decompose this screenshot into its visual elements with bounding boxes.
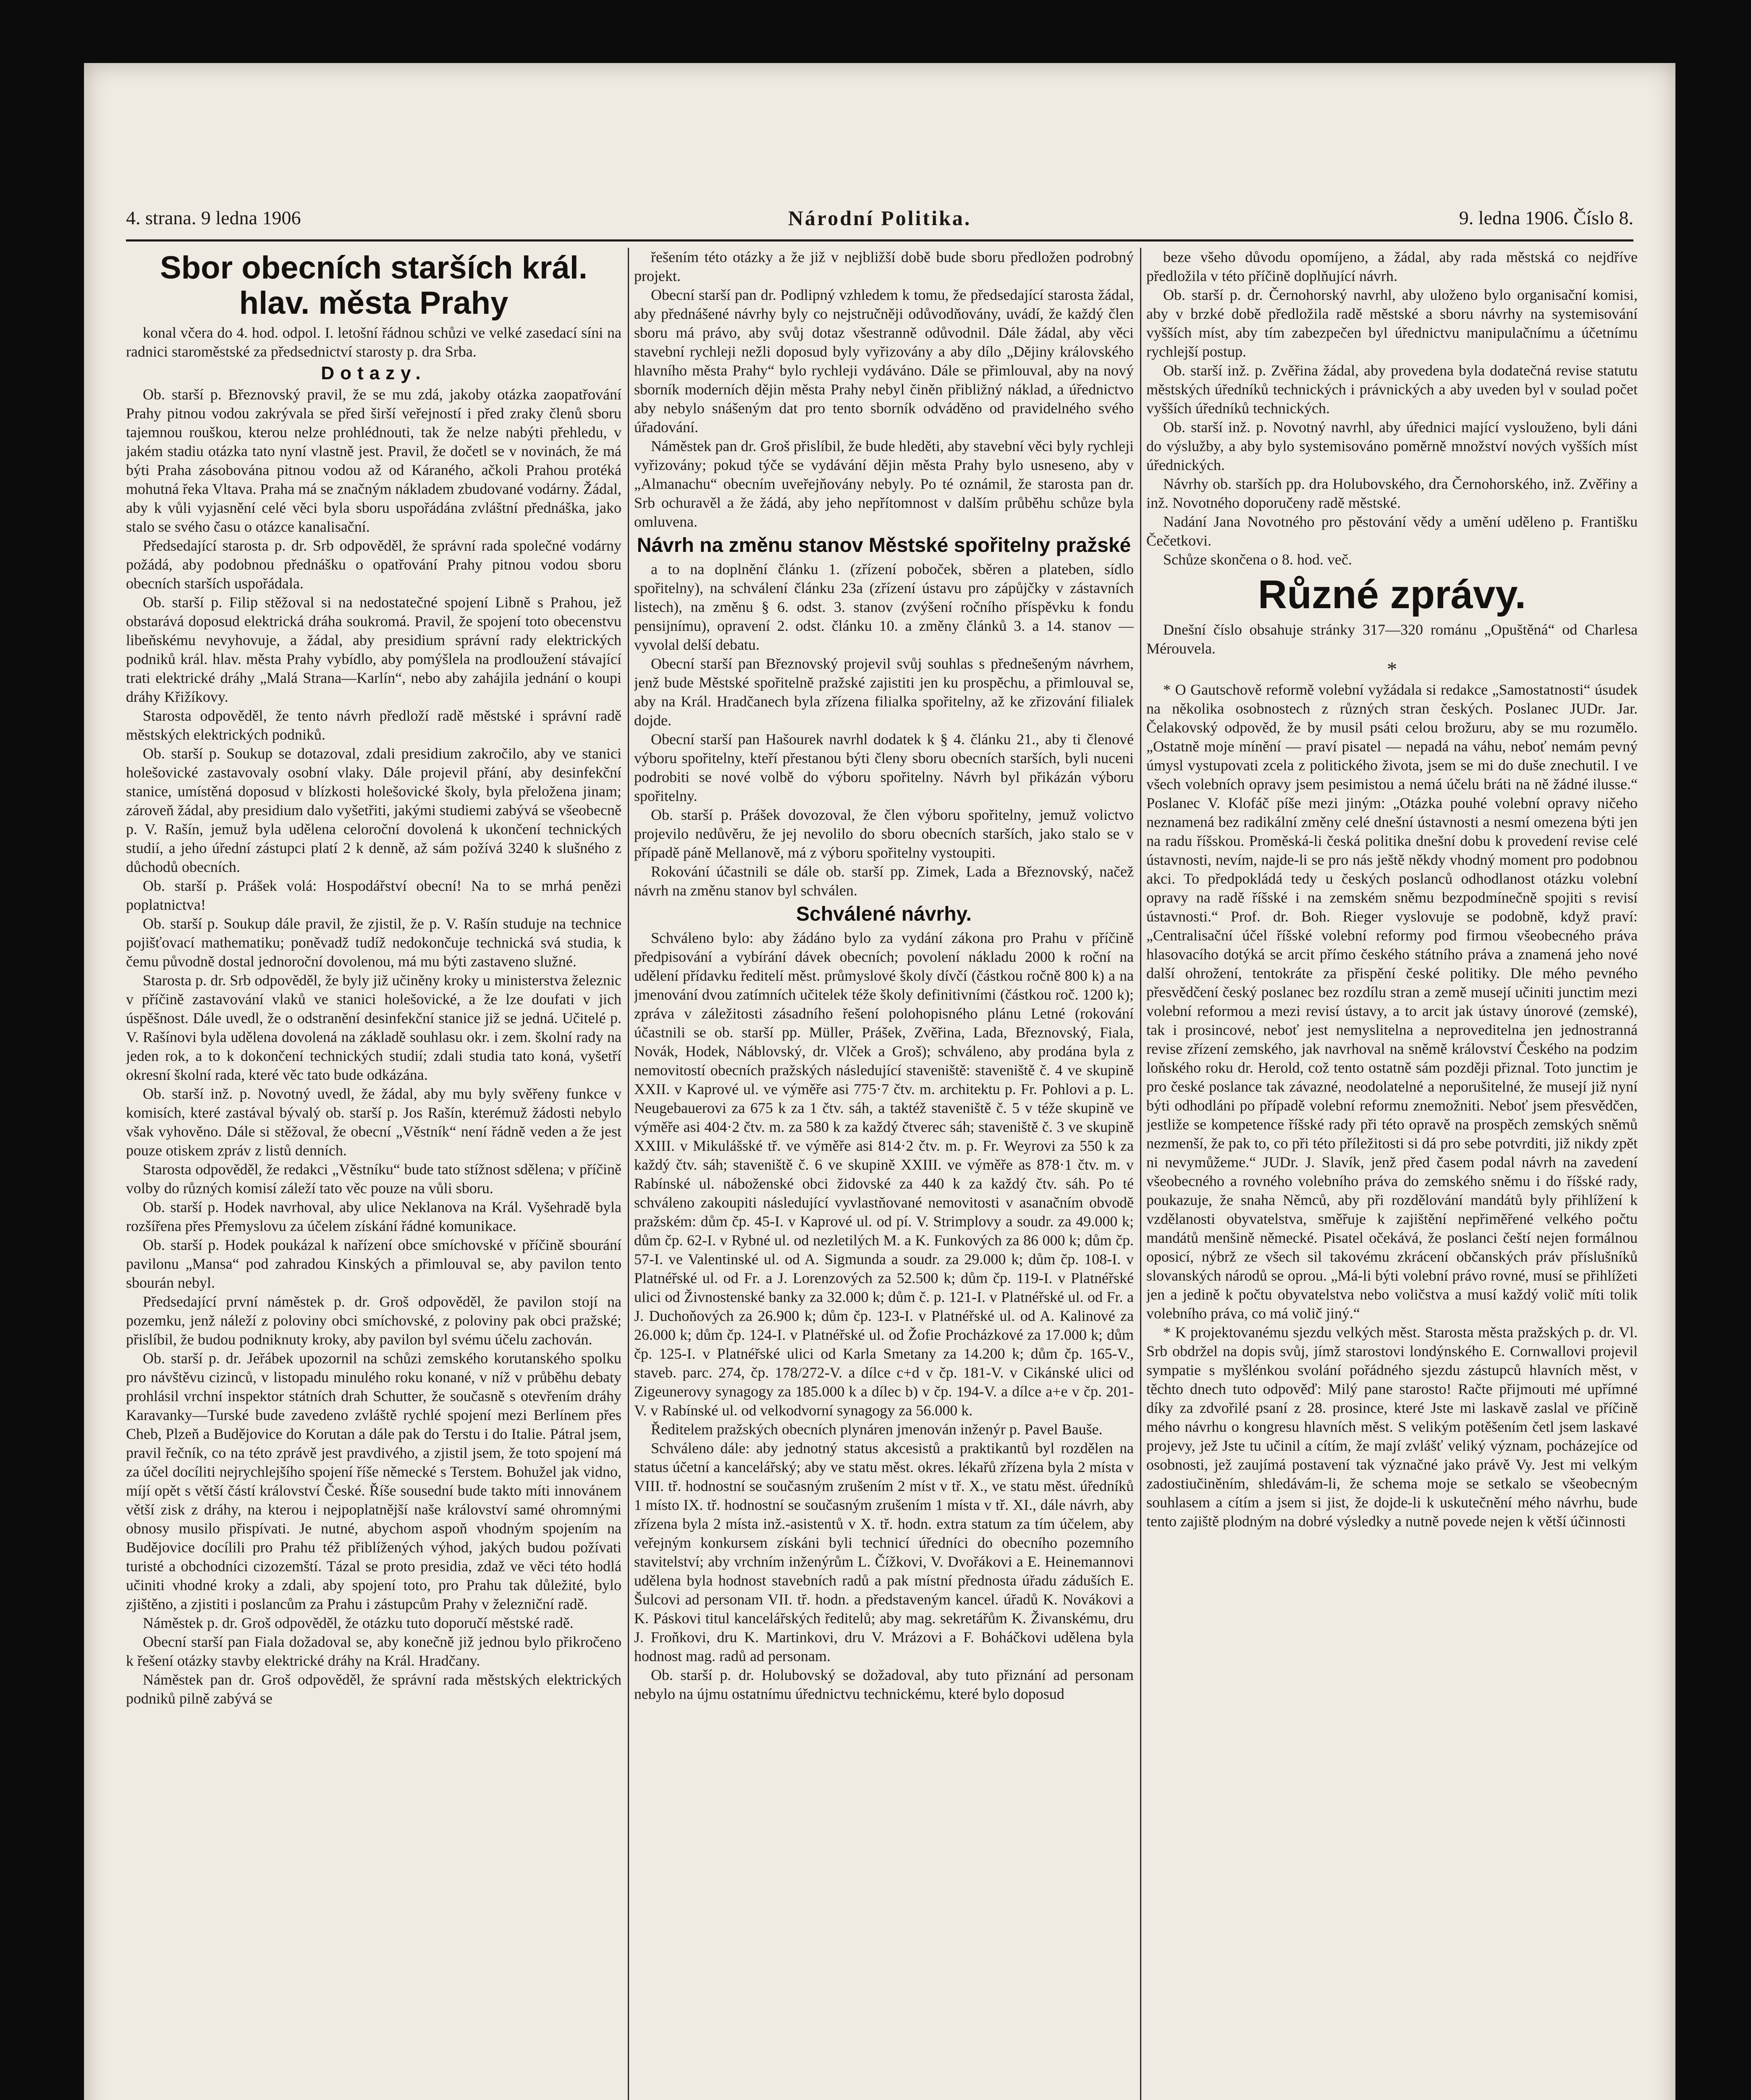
- newspaper-page: [84, 63, 1675, 2100]
- paragraph: * K projektovanému sjezdu velkých měst. Starosta města pražských p. dr. Vl. Srb obdržel na dopis svůj, jímž starostovi londýnského E. Cornwallovi projevil sympatie s myšlénkou svolání pořádného sjezdu zástupců hlavních měst, v těchto dnech tuto odpověď: Milý pane starosto! Račte přijmouti mé upřímné díky za zdvořilé psaní z 28. prosince, které Jste mi laskavě zaslal ve příčině mého návrhu o kongresu hlavních měst. S velikým potěšením četl jsem laskavé projevy, jež Jste tu učinil a cítím, že mají zvlášť veliký význam, pocházejíce od osobnosti, jež zaujímá postavení tak význačné jako právě Vy. Jest mi velkým zadostiučiněním, shledávám-li, že schema moje se setkalo se všeobecným souhlasem a cítím a jsem si jist, že dojde-li k uskutečnění mého návrhu, bude tento zajiště plodným na dobré výsledky a nutně povede nejen k větší účinnosti: [1146, 1324, 1638, 1530]
- section-heading-approved-proposals: Schválené návrhy.: [796, 903, 972, 925]
- paragraph: Ob. starší inž. p. Novotný navrhl, aby úřednici mající vyslouženo, byli dáni do výslužby, a aby bylo systemisováno poměrně množství nových vyšších míst úřednických.: [1146, 419, 1638, 473]
- paragraph: Starosta odpověděl, že tento návrh předloží radě městské i správní radě městských elektrických podniků.: [126, 707, 621, 743]
- column-divider: [628, 248, 629, 2100]
- paragraph: Obecní starší pan Březnovský projevil svůj souhlas s přednešeným návrhem, jenž bude Městské spořitelně pražské zajistiti jen ku prospěchu, a přimlouval se, aby na Král. Hradčanech byla zřízena filialka spořitelny, až ke zřizování filialek dojde.: [634, 655, 1134, 729]
- paragraph: Ob. starší p. Soukup dále pravil, že zjistil, že p. V. Rašín studuje na technice pojišťovací mathematiku; poněvadž tudíž nedokončuje technická svá studia, k čemu původně dostal jednoroční dovolenou, má mu býti zastaveno služné.: [126, 915, 621, 970]
- paragraph: Ob. starší p. Filip stěžoval si na nedostatečné spojení Libně s Prahou, jež obstarává doposud elektrická dráha soukromá. Pravil, že spojení toto obecenstvu libeňskému nevyhovuje, a žádal, aby presidium správní rady elektrických podniků král. hlav. města Prahy vybídlo, aby pomýšlela na prodloužení stávající trati elektrické dráhy „Malá Strana—Karlín“, nebo aby zahájila jednání o koupi dráhy Křižíkovy.: [126, 594, 621, 705]
- page-header: [126, 207, 1633, 236]
- paragraph: Náměstek p. dr. Groš odpověděl, že otázku tuto doporučí městské radě.: [143, 1614, 574, 1631]
- section-heading-queries: Dotazy.: [321, 363, 427, 383]
- column-divider: [1140, 248, 1141, 2100]
- paragraph: Schváleno dále: aby jednotný status akcesistů a praktikantů byl rozdělen na status účetní a kancelářský; aby ve statu měst. okres. lékařů zřízena byla 2 místa v VIII. tř. hodnostní se současným zrušením 2 míst v tř. X., ve statu měst. úředníků 1 místo IX. tř. hodnostní se současným zrušením 1 místa v tř. XI., dále návrh, aby zřízena byla 2 místa inž.-asistentů v X. tř. hodn. extra statum za tím účelem, aby veřejným konkursem získáni byli technicí úředníci do obecního pozemního stavitelství; aby vrchním inženýrům L. Čížkovi, V. Dvořákovi a E. Heinemannovi udělena byla hodnost stavebních radů a pak místní přednosta úřadu záduších E. Šulcovi ad personam VII. tř. hodn. a představeným kancel. úřadů K. Novákovi a K. Páskovi titul kancelářských ředitelů; aby mag. sekretářům K. Živanskému, dru J. Froňkovi, dru K. Martinkovi, dru V. Mrázovi a F. Boháčkovi udělena byla hodnost mag. radů ad personam.: [634, 1440, 1134, 1664]
- paragraph: Ob. starší p. Březnovský pravil, že se mu zdá, jakoby otázka zaopatřování Prahy pitnou vodou zakrývala se před širší veřejností i před zraky členů sboru tajemnou rouškou, kterou nelze prohlédnouti, tak že nelze nabýti přehledu, v jakém stadiu otázka tato nyní vlastně jest. Pravil, že dočetl se v novinách, že má býti Praha zásobována pitnou vodou až od Káraného, ačkoli Prahou protéká mohutná řeka Vltava. Praha má se značným nákladem zbudované vodárny. Žádal, aby k vůli vyjasnění celé věci byla sboru uspořádána zvláštní přednáška, jako stalo se svého času o otázce kanalisační.: [126, 386, 621, 535]
- paragraph: Ob. starší p. Prášek volá: Hospodářství obecní! Na to se mrhá penězi poplatnictva!: [126, 877, 621, 913]
- paragraph: Návrhy ob. starších pp. dra Holubovského, dra Černohorského, inž. Zvěřiny a inž. Novotného doporučeny radě městské.: [1146, 475, 1638, 511]
- header-rule: [126, 239, 1633, 242]
- paragraph: Rokování účastnili se dále ob. starší pp. Zimek, Lada a Březnovský, načež návrh na změnu stanov byl schválen.: [634, 863, 1134, 899]
- paragraph: Dnešní číslo obsahuje stránky 317—320 románu „Opuštěná“ od Charlesa Mérouvela.: [1146, 621, 1638, 657]
- column-1: [126, 248, 621, 2100]
- paragraph: beze všeho důvodu opomíjeno, a žádal, aby rada městská co nejdříve předložila v této příčině doplňující návrh.: [1146, 249, 1638, 284]
- paragraph: Ob. starší p. dr. Holubovský se dožadoval, aby tuto přiznání ad personam nebylo na újmu ostatnímu úřednictvu technickému, které bylo doposud: [634, 1667, 1134, 1702]
- paragraph: Obecní starší pan Hašourek navrhl dodatek k § 4. článku 21., aby ti členové výboru spořitelny, kteří přestanou býti členy sboru obecních starších, byli nuceni podrobiti se nové volbě do výboru spořitelny. Návrh byl přikázán výboru spořitelny.: [634, 731, 1134, 804]
- paragraph: Předsedající první náměstek p. dr. Groš odpověděl, že pavilon stojí na pozemku, jenž náleží z poloviny obci smíchovské, z poloviny pak obci pražské; přislíbil, že budou podniknuty kroky, aby pavilon byl svému účelu zachován.: [126, 1293, 621, 1348]
- paragraph: Obecní starší pan dr. Podlipný vzhledem k tomu, že předsedající starosta žádal, aby přednášené návrhy byly co nejstručněji odůvodňovány, uvádí, že každý člen sboru má právo, aby svůj dotaz všestranně odůvodnil. Dále žádal, aby věci stavební rychleji nežli doposud byly vyřizovány a aby dílo „Dějiny královského hlavního města Prahy“ bylo rychleji vydáváno. Dále se přimlouval, aby na nový sborník moderních dějin města Prahy nebyl činěn přibližný náklad, a úřednictvo aby nebylo snášeným dat pro tento sborník odváděno od pravidelného svého úřadování.: [634, 286, 1134, 436]
- header-issue: 9. ledna 1906. Číslo 8.: [1459, 207, 1633, 228]
- paragraph: Ob. starší inž. p. Zvěřina žádal, aby provedena byla dodatečná revise statutu městských úředníků technických i právnických a aby uveden byl v soulad počet vyšších úředníků technických.: [1146, 362, 1638, 417]
- section-heading-various-news: Různé zprávy.: [1258, 572, 1526, 617]
- masthead-title: Národní Politika.: [788, 206, 972, 230]
- paragraph: a to na doplnění článku 1. (zřízení poboček, sběren a plateben, sídlo spořitelny), na schválení článku 23a (zřízení ústavu pro zápůjčky v zástavních listech), na změnu § 6. odst. 3. stanov (zvýšení ročního příspěvku k fondu pensijnímu), opravení 2. odst. článku 10. a změny článků 3. a 14. stanov — vyvolal delší debatu.: [634, 561, 1134, 653]
- paragraph: Náměstek pan dr. Groš odpověděl, že správní rada městských elektrických podniků pilně zabývá se: [126, 1671, 621, 1707]
- article-intro: konal včera do 4. hod. odpol. I. letošní řádnou schůzi ve velké zasedací síni na radnici staroměstské za předsednictví starosty p. dra Srba.: [126, 324, 621, 360]
- paragraph: Ředitelem pražských obecních plynáren jmenován inženýr p. Pavel Bauše.: [651, 1421, 1103, 1438]
- paragraph: Nadání Jana Novotného pro pěstování vědy a umění uděleno p. Františku Čečetkovi.: [1146, 513, 1638, 549]
- article-title-city-council: Sbor obecních starších král. hlav. města Prahy: [160, 250, 587, 321]
- header-page-date: 4. strana. 9 ledna 1906: [126, 207, 301, 228]
- column-3: [1146, 248, 1638, 2100]
- paragraph: Ob. starší p. Hodek poukázal k nařízení obce smíchovské v příčině sbourání pavilonu „Mansa“ pod zahradou Kinských a přimlouval se, aby pavilon tento sbourán nebyl.: [126, 1236, 621, 1291]
- paragraph: Ob. starší p. dr. Jeřábek upozornil na schůzi zemského korutanského spolku pro návštěvu cizinců, v listopadu minulého roku konané, v níž v průběhu debaty prohlásil vrchní inspektor státních drah Schutter, že současně s otevřením dráhy Karavanky—Turské bude zavedeno zvláště rychlé spojení mezi Berlínem přes Cheb, Plzeň a Budějovice do Korutan a dále pak do Terstu i do Italie. Pátral jsem, pravil řečník, co na této zprávě jest pravdivého, a zjistil jsem, že toto spojení má za účel docíliti nejrychlejšího spojení říše německé s Terstem. Bohužel jak vidno, míjí opět s větší částí království České. Říše sousední bude takto míti innovánem větší zisk z dráhy, na kterou i nejpoplatnější naše království samé ohromnými obnosy musilo přispívati. Je nutné, abychom aspoň vhodným spojením na Budějovice docílili pro Prahu též přiblížených výhod, jakých budou požívati turisté a obchodníci cizozemští. Tázal se proto presidia, zdaž ve věci této hodlá učiniti vhodné kroky a zdali, aby spojení toto, pro Prahu tak důležité, bylo zjištěno, a zjistiti i poslancům za Prahu i zástupcům Prahy v železniční radě.: [126, 1350, 621, 1612]
- paragraph: Starosta odpověděl, že redakci „Věstníku“ bude tato stížnost sdělena; v příčině volby do různých komisí záleží tato věc pouze na vůli sboru.: [126, 1161, 621, 1197]
- paragraph: * O Gautschově reformě volební vyžádala si redakce „Samostatnosti“ úsudek na několika osobnostech z různých stran českých. Poslanec JUDr. Jar. Čelakovský odpověd, že by musil psáti celou brožuru, aby se mu rozumělo. „Ostatně moje mínění — praví pisatel — nepadá na váhu, neboť nemám pevný úmysl vystupovati zcela z politického života, jsem se mi do duše znechutil. I ve všech volebních opravy jsem pesimistou a nemá účelu bráti na ně žádné ilusse.“ Poslanec V. Klofáč píše mezi jiným: „Otázka pouhé volební opravy ničeho neznamená bez radikální změny celé dnešní ústavnosti a nesmí omezena býti jen na radu říšskou. Proměská-li česká politika dnešní dobu k provedení revise celé ústavnosti, nevím, najde-li se pro nás ještě někdy vhodný moment pro podobnou akci. To předpokládá tedy u českých poslanců odhodlanost otázku volební opravy na radě říšské i na zemském sněmu bezpodmínečně spojiti s revisí ústavnosti.“ Prof. dr. Boh. Rieger vyslovuje se podobně, když praví: „Centralisační účel říšské volební reformy pod firmou všeobecného práva hlasovacího dotýká se arcit přímo českého státního práva a znamená jeho nové další ohrožení, tentokráte za přispění české politiky. Dle mého pevného přesvědčení český poslanec bez rozdílu stran a země musejí učiniti junctim mezi volební reformou a mezi revisí ústavy, a to arcit jak ústavy únorové (zemské), tak i prosincové, neboť jest nemyslitelna a neproveditelna jen jednostranná revise zřízení zemského, jak navrhoval na sněmě království Českého na podzim loňského roku dr. Herold, což tento ostatně sám později přiznal. Toto junctim je pro české poslance tak závazné, neodolatelné a neporušitelné, že musejí již nyní býti odhodláni po případě volební reformu znemožniti. Neboť jsem přesvědčen, jestliže se kompetence říšské rady při této opravě na prospěch zemských sněmů nezmenší, že pak to, co při této příležitosti si dá pro sebe potvrditi, již nikdy zpět ni nevymůžeme.“ JUDr. J. Slavík, jenž před časem podal návrh na zavedení všeobecného a rovného volebního práva do zemského sněmu i do říšské rady, poukazuje, že snaha Němců, aby při rozdělování mandátů byly přihlížení k vzdělanosti obyvatelstva, směřuje k zajištění nepřiměřené velkého počtu mandátů menšině německé. Pisatel očekává, že poslanci čeští nejen formálnou oposicí, nýbrž ze všech sil takovému zkrácení občanských práv příslušníků slovanských národů se oprou. „Má-li býti volební právo rovné, musí se přihlížeti jen a jedině k počtu obyvatelstva nebo voličstva a musí každý volič míti tolik volebního práva, co má volič jiný.“: [1146, 681, 1638, 1322]
- paragraph: Ob. starší inž. p. Novotný uvedl, že žádal, aby mu byly svěřeny funkce v komisích, které zastával bývalý ob. starší p. Jos Rašín, kterémuž žádosti nebylo však vyhověno. Dále si stěžoval, že obecní „Věstník“ není řádně veden a že jest pouze otiskem zpráv z listů denních.: [126, 1085, 621, 1159]
- column-2: [634, 248, 1134, 2100]
- paragraph: Ob. starší p. Soukup se dotazoval, zdali presidium zakročilo, aby ve stanici holešovické zastavovaly osobní vlaky. Dále projevil přání, aby desinfekční stanice, umístěná doposud v blízkosti holešovické školy, byla přeložena jinam; zároveň žádal, aby presidium dalo vyšetřiti, jakými studiemi zabývá se všeobecně p. V. Rašín, jemuž byla udělena celoroční dovolená k ukončení technických studií, a jeho úřední zástupci platí 2 k denně, až sám požívá 3240 k slušného z důchodů obecních.: [126, 745, 621, 875]
- paragraph: Předsedající starosta p. dr. Srb odpověděl, že správní rada společné vodárny požádá, aby podobnou přednášku o opatřování Prahy pitnou vodou sboru obecních starších uspořádala.: [126, 537, 621, 592]
- section-heading-savings-bank: Návrh na změnu stanov Městské spořitelny pražské: [637, 534, 1131, 556]
- paragraph: Ob. starší p. Hodek navrhoval, aby ulice Neklanova na Král. Vyšehradě byla rozšířena přes Přemyslovu za účelem získání řádné komunikace.: [126, 1199, 621, 1234]
- paragraph: Schůze skončena o 8. hod. več.: [1163, 551, 1352, 568]
- paragraph: Schváleno bylo: aby žádáno bylo za vydání zákona pro Prahu v příčině předpisování a vybírání dávek obecních; povolení nákladu 2000 k roční na udělení přídavku ředitelí měst. průmyslové školy dívčí (částkou ročně 800 k) a na jmenování dvou zatímních učitelek téže školy definitivními (částkou roč. 1200 k); zpráva v záležitosti zásadního řešení polohopisného plánu Letné (rokování účastnili se ob. starší pp. Müller, Prášek, Zvěřina, Lada, Březnovský, Fiala, Novák, Hodek, Náblovský, dr. Vlček a Groš); schváleno, aby prodána byla z nemovitostí obecních pražských následující staveniště: staveniště č. 4 ve skupině XXII. v Kaprové ul. ve výměře asi 775·7 čtv. m. architektu p. Fr. Pohlovi a p. L. Neugebauerovi za 675 k za 1 čtv. sáh, a taktéž staveniště č. 5 v téže skupině ve výměře asi 404·2 čtv. m. za 580 k za každý čtverec sáh; staveniště č. 3 ve skupině XXIII. v Mikulášské tř. ve výměře asi 814·2 čtv. m. p. Fr. Weyrovi za 550 k za každý čtv. sáh; staveniště č. 6 ve skupině XXIII. ve výměře as 878·1 čtv. m. v Rabínské ul. náboženské obci židovské za 440 k za každý čtv. sáh. Po té schváleno zakoupiti následující vyvlastňované nemovitosti v asanačním obvodě pražském: dům čp. 45-I. v Kaprové ul. od pí. V. Strimplovy a soudr. za 49.000 k; dům čp. 62-I. v Rybné ul. od nezletilých M. a K. Funkových za 86 000 k; dům čp. 57-I. ve Valentinské ul. od A. Sigmunda a soudr. za 29.000 k; dům čp. 108-I. v Platnéřské ul. od Fr. a J. Lorenzových za 52.500 k; dům čp. 119-I. v Platnéřské ulici od Živnostenské banky za 32.000 k; dům č. p. 121-I. v Platnéřské ul. od Fr. a J. Duchoňových za 26.900 k; dům čp. 123-I. v Platnéřské ul. od A. Kalinové za 26.000 k; dům čp. 124-I. v Platnéřské ul. od Žofie Procházkové za 17.000 k; dům čp. 125-I. v Platnéřské ulici od Karla Smetany za 14.200 k; dům čp. 165-V., staveb. parc. 274, čp. 178/272-V. a dílce c+d v čp. 181-V. v Cikánské ulici od Zigeunerovy synagogy za 185.000 k a dílec b) v čp. 194-V. a dílce a+e v čp. 201-V. v Rabínské ul. od velkodvorní synagogy za 56.000 k.: [634, 929, 1134, 1419]
- section-separator: *: [1387, 658, 1397, 680]
- paragraph: Ob. starší p. Prášek dovozoval, že člen výboru spořitelny, jemuž volictvo projevilo nedůvěru, že jej nevolilo do sboru obecních starších, jako stalo se v případě páně Mellanově, má z výboru spořitelny vystoupiti.: [634, 806, 1134, 861]
- paragraph: Náměstek pan dr. Groš přislíbil, že bude hleděti, aby stavební věci byly rychleji vyřizovány; pokud týče se vydávání dějin města Prahy bylo usneseno, aby v „Almanachu“ obecním uveřejňovány nebyly. Po té oznámil, že starosta pan dr. Srb ochuravěl a že žádá, aby jeho nepřítomnost v dalším průběhu schůze byla omluvena.: [634, 438, 1134, 530]
- paragraph: Starosta p. dr. Srb odpověděl, že byly již učiněny kroky u ministerstva železnic v příčině zastavování vlaků ve stanici holešovické, a že lze doufati v jich úspěšnost. Dále uvedl, že o odstranění desinfekční stanice již se jedná. Učitelé p. V. Rašínovi byla udělena dovolená na základě souhlasu okr. i zem. školní rady na jeden rok, a to k dokončení technických studií; zdali studia tato koná, vyšetří okresní školní rada, které věc tato bude odkázána.: [126, 972, 621, 1083]
- paragraph: Obecní starší pan Fiala dožadoval se, aby konečně již jednou bylo přikročeno k řešení otázky stavby elektrické dráhy na Král. Hradčany.: [126, 1633, 621, 1669]
- paragraph: Ob. starší p. dr. Černohorský navrhl, aby uloženo bylo organisační komisi, aby v brzké době předložila radě městské a sboru návrhy na systemisování vyšších míst, aby tím zabezpečen byl úřednictvu manipulačnímu a účetnímu rychlejší postup.: [1146, 286, 1638, 360]
- paragraph: řešením této otázky a že již v nejbližší době bude sboru předložen podrobný projekt.: [634, 249, 1134, 284]
